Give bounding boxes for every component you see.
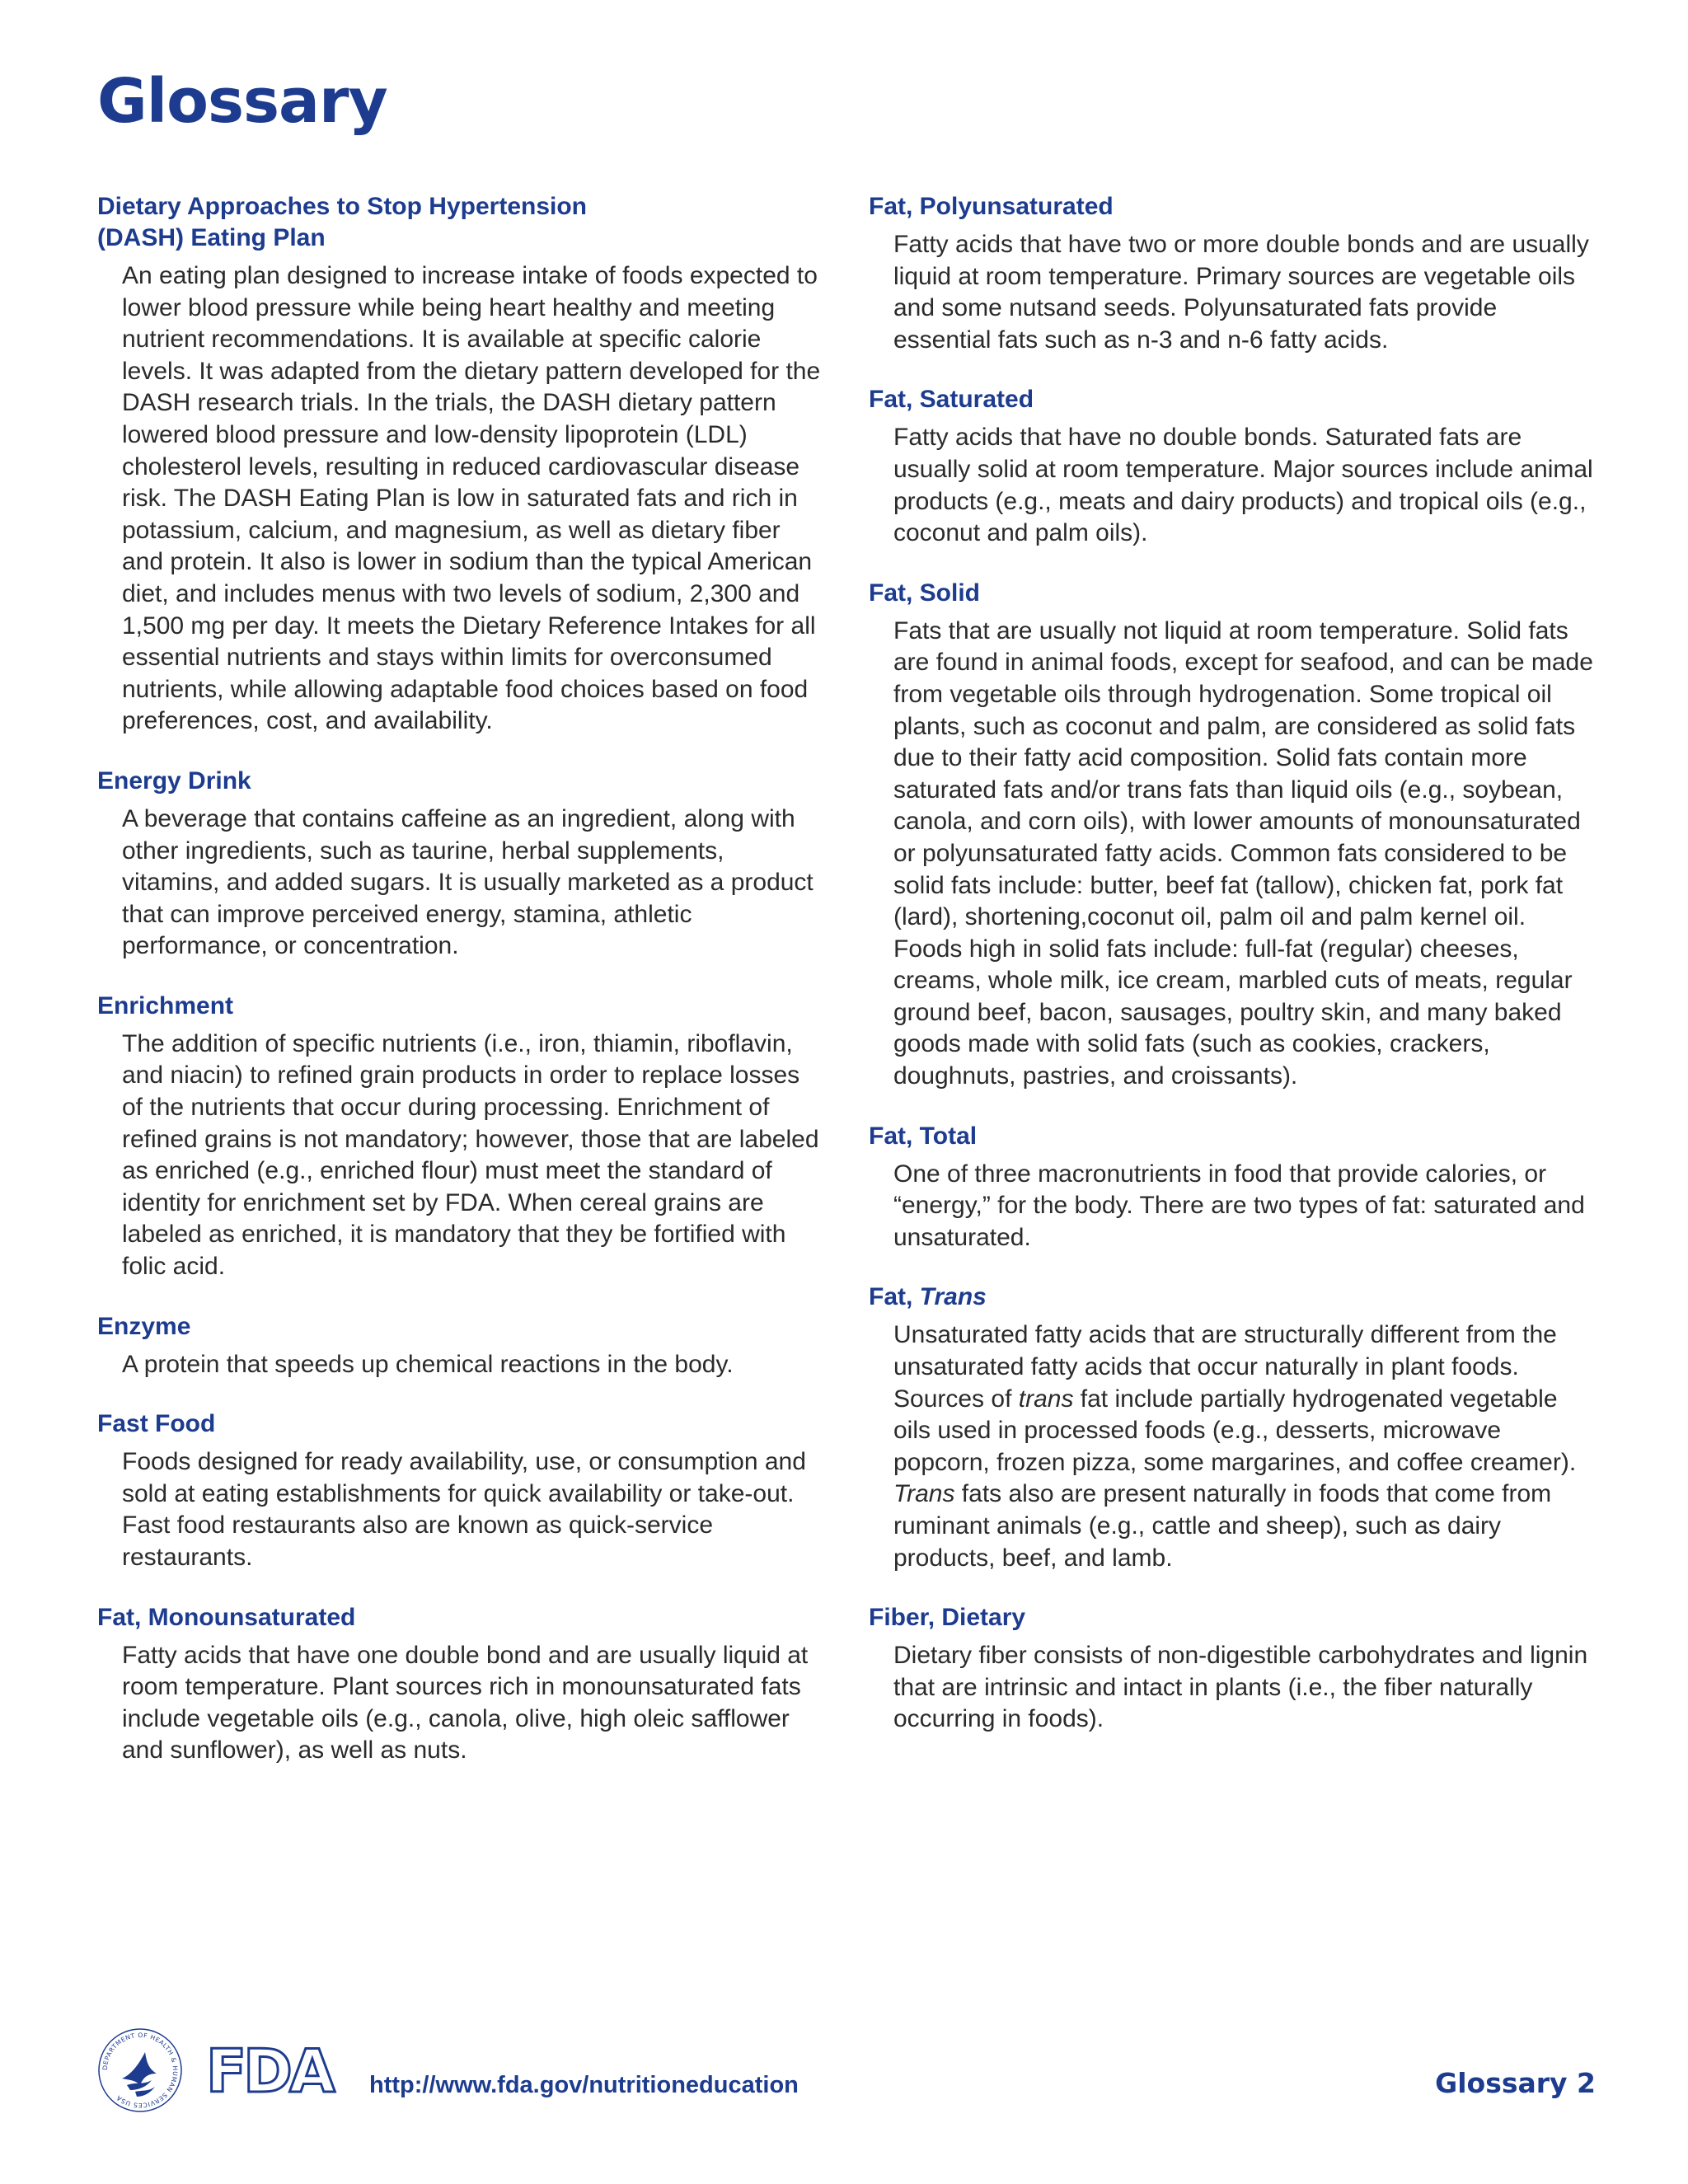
seal-text: DEPARTMENT OF HEALTH & HUMAN SERVICES USA (101, 2031, 180, 2110)
term-heading-italic: Trans (919, 1283, 987, 1311)
term-definition: A protein that speeds up chemical reactions in the body. (122, 1350, 734, 1378)
term-heading: Fat, Monounsaturated (97, 1603, 356, 1631)
fda-website-link[interactable]: http://www.fda.gov/nutritioneducation (369, 2072, 799, 2098)
term-definition: The addition of specific nutrients (i.e., iron, thiamin, riboflavin, and niacin) to refined grain products in order to replace losses of the nutrients that occur during processing. Enrichment of refined grains is not mandatory; however, those that are labeled as enriched (e.g., enriched flour) must meet the standard of identity for enrichment set by FDA. When cereal grains are labeled as enriched, it is mandatory that they be fortified with folic acid. (122, 1029, 819, 1281)
definition-part: Unsaturated fatty acids that are structurally different from the unsaturated fatty acids that occur naturally in plant foods. Sources of (893, 1321, 1557, 1413)
term-definition: A beverage that contains caffeine as an ingredient, along with other ingredients, such as taurine, herbal supplements, vitamins, and added sugars. It is usually marketed as a product that can improve perceived energy, stamina, athletic performance, or concentration. (122, 804, 814, 960)
glossary-entry-fat-saturated (869, 384, 1594, 549)
term-heading: Fat, Solid (869, 579, 980, 607)
glossary-entry-fat-trans (869, 1282, 1594, 1574)
fda-logo (206, 2041, 351, 2098)
term-heading: Fiber, Dietary (869, 1604, 1026, 1632)
term-definition: Fatty acids that have no double bonds. Saturated fats are usually solid at room temperature. Major sources include animal products (e.g., meats and dairy products) and tropical oils (e.g., coconut and palm oils). (893, 424, 1593, 547)
page-title: Glossary (97, 66, 387, 137)
term-heading: Fat, Saturated (869, 386, 1034, 414)
term-heading: Dietary Approaches to Stop Hypertension (DASH) Eating Plan (97, 193, 587, 251)
glossary-entry-enzyme (97, 1311, 823, 1381)
term-heading: Fast Food (97, 1410, 216, 1438)
term-heading: Enzyme (97, 1312, 191, 1340)
fda-logo-text: FDA (206, 2041, 332, 2098)
term-heading-prefix: Fat, (869, 1283, 920, 1311)
page-number: Glossary 2 (1435, 2067, 1596, 2099)
glossary-entry-energy-drink (97, 766, 823, 963)
term-definition: Fatty acids that have one double bond and are usually liquid at room temperature. Plant sources rich in monounsaturated fats include vegetable oils (e.g., canola, olive, high oleic safflower and sunflower), as well as nuts. (122, 1641, 809, 1765)
term-definition (893, 1319, 1594, 1574)
term-definition: Fats that are usually not liquid at room temperature. Solid fats are found in animal foods, except for seafood, and can be made from vegetable oils through hydrogenation. Some tropical oil plants, such as coconut and palm, are considered as solid fats due to their fatty acid composition. Solid fats contain more saturated fats and/or trans fats than liquid oils (e.g., soybean, canola, and corn oils), with lower amounts of monounsaturated or polyunsaturated fatty acids. Common fats considered to be solid fats include: butter, beef fat (tallow), chicken fat, pork fat (lard), shortening,coconut oil, palm oil and palm kernel oil. Foods high in solid fats include: full-fat (regular) cheeses, creams, whole milk, ice cream, marbled cuts of meats, regular ground beef, bacon, sausages, poultry skin, and many baked goods made with solid fats (such as cookies, crackers, doughnuts, pastries, and croissants). (893, 616, 1593, 1090)
hhs-eagle-seal-icon (97, 2027, 183, 2113)
glossary-entry-fat-solid (869, 578, 1594, 1093)
term-definition: Foods designed for ready availability, use, or consumption and sold at eating establishments for quick availability or take-out. Fast food restaurants also are known as quick-service restaurants. (122, 1448, 806, 1571)
glossary-entry-fat-monounsaturated (97, 1602, 823, 1767)
term-definition: Dietary fiber consists of non-digestible carbohydrates and lignin that are intrinsic and intact in plants (i.e., the fiber naturally occurring in foods). (893, 1642, 1588, 1733)
glossary-entry-fat-total (869, 1121, 1594, 1254)
glossary-entry-fat-polyunsaturated (869, 191, 1594, 356)
definition-part: fat include partially hydrogenated vegetable oils used in processed foods (e.g., desserts, microwave popcorn, frozen pizza, some margarines, and coffee creamer). (893, 1385, 1577, 1476)
glossary-column-right (869, 191, 1594, 1764)
glossary-entry-fast-food (97, 1408, 823, 1573)
term-definition: An eating plan designed to increase intake of foods expected to lower blood pressure while being heart healthy and meeting nutrient recommendations. It is available at specific calorie levels. It was adapted from the dietary pattern developed for the DASH research trials. In the trials, the DASH dietary pattern lowered blood pressure and low-density lipoprotein (LDL) cholesterol levels, resulting in reduced cardiovascular disease risk. The DASH Eating Plan is low in saturated fats and rich in potassium, calcium, and magnesium, as well as dietary fiber and protein. It also is lower in sodium than the typical American diet, and includes menus with two levels of sodium, 2,300 and 1,500 mg per day. It meets the Dietary Reference Intakes for all essential nutrients and stays within limits for overconsumed nutrients, while allowing adaptable food choices based on food preferences, cost, and availability. (122, 262, 821, 735)
definition-italic: trans (1018, 1385, 1074, 1413)
term-heading: Fat, Total (869, 1122, 978, 1150)
term-heading: Fat, Polyunsaturated (869, 193, 1114, 220)
term-definition: One of three macronutrients in food that provide calories, or “energy,” for the body. There are two types of fat: saturated and unsaturated. (893, 1160, 1585, 1251)
glossary-column-left (97, 191, 823, 1795)
term-heading: Enrichment (97, 991, 234, 1019)
glossary-entry-dash (97, 191, 823, 738)
glossary-entry-fiber-dietary (869, 1602, 1594, 1736)
glossary-entry-enrichment (97, 991, 823, 1283)
term-heading: Energy Drink (97, 766, 251, 794)
definition-italic: Trans (893, 1480, 955, 1508)
page-footer (97, 2018, 1596, 2133)
term-definition: Fatty acids that have two or more double bonds and are usually liquid at room temperature. Primary sources are vegetable oils and some nutsand seeds. Polyunsaturated fats provide essential fats such as n-3 and n-6 fatty acids. (893, 231, 1589, 354)
definition-part: fats also are present naturally in foods that come from ruminant animals (e.g., cattle and sheep), such as dairy products, beef, and lamb. (893, 1480, 1552, 1572)
term-heading (869, 1282, 1594, 1313)
